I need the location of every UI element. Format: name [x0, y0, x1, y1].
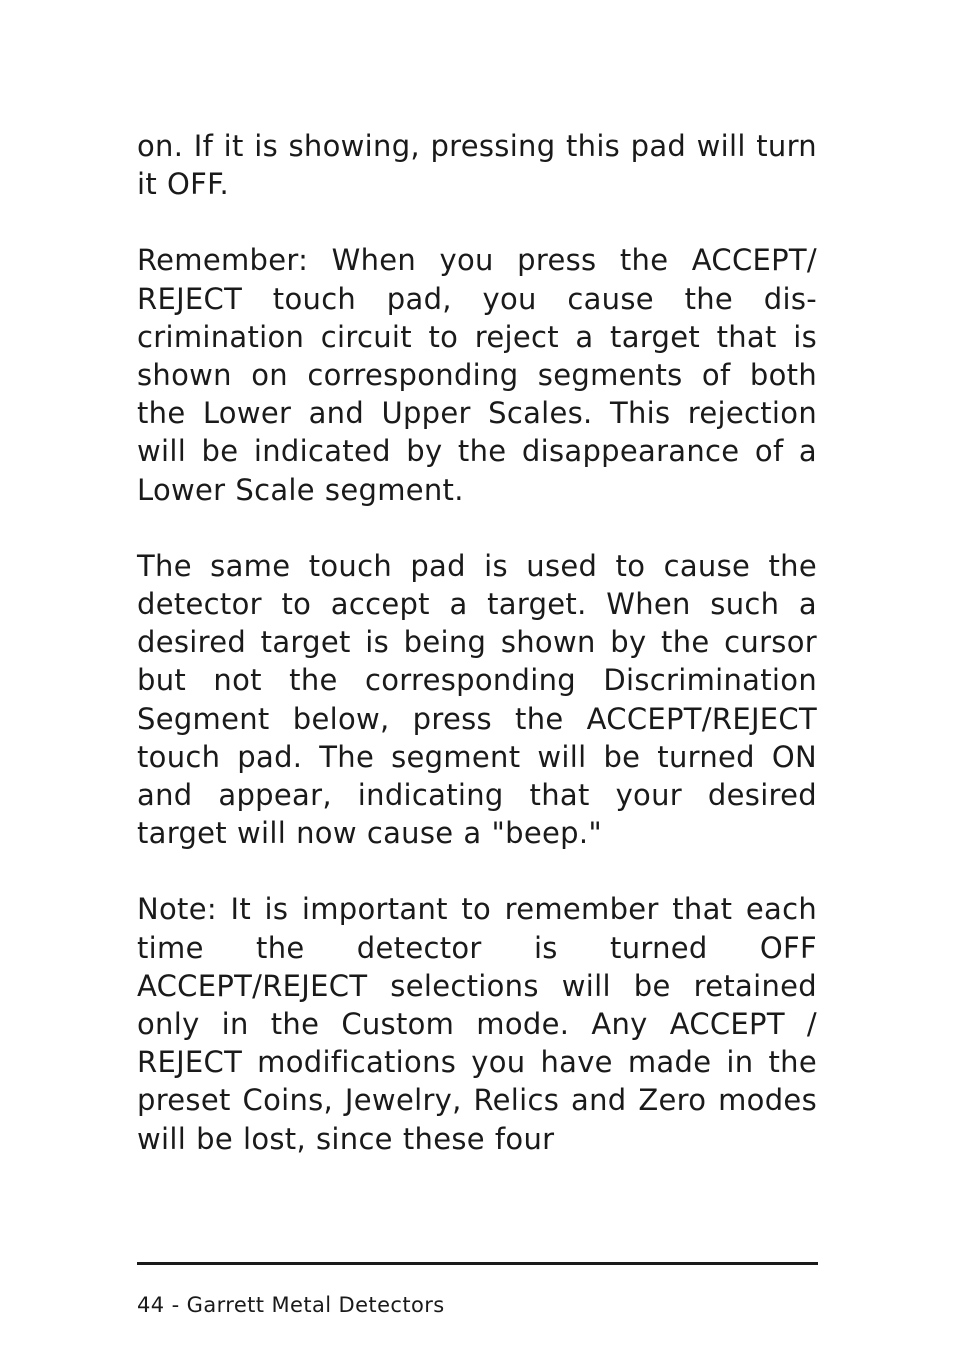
paragraph-note: Note: It is important to remember that each time the detector is turned OFF ACCEPT/REJECT selections will be retained only in the Custom mode. Any ACCEPT / REJECT modifications you have made in the preset Coins, Jewelry, Relics and Zero modes will be lost, since these four	[137, 892, 817, 1156]
page-footer: 44 - Garrett Metal Detectors	[137, 1293, 445, 1317]
paragraph-remember: Remember: When you press the ACCEPT/ REJECT touch pad, you cause the dis-crimination circuit to reject a target that is shown on corresponding segments of both the Lower and Upper Scales. This rejection will be indicated by the disappearance of a Lower Scale segment.	[137, 243, 817, 507]
page-body	[137, 127, 817, 1158]
footer-divider	[137, 1262, 818, 1265]
paragraph-accept-target: The same touch pad is used to cause the detector to accept a target. When such a desired target is being shown by the cursor but not the corresponding Discrimination Segment below, press the ACCEPT/REJECT touch pad. The segment will be turned ON and appear, indicating that your desired target will now cause a "beep."	[137, 548, 817, 851]
paragraph-turn-off: on. If it is showing, pressing this pad will turn it OFF.	[137, 129, 817, 202]
